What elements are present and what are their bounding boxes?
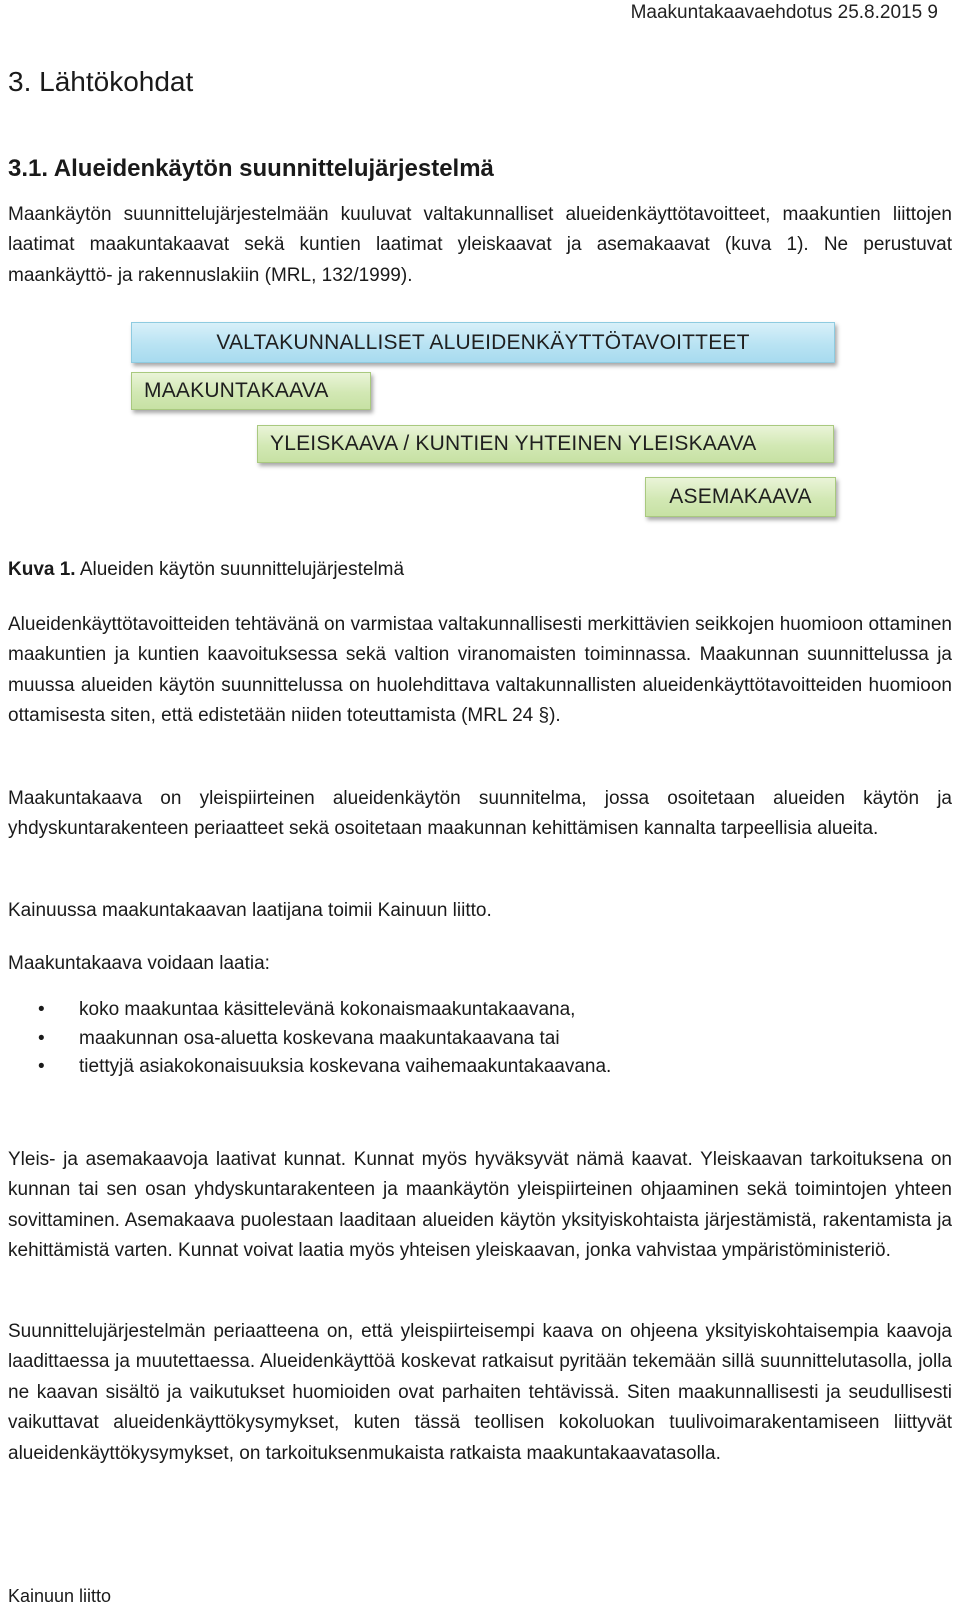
box-master-plan: YLEISKAAVA / KUNTIEN YHTEINEN YLEISKAAVA	[257, 425, 834, 463]
bullet-icon: •	[38, 999, 45, 1020]
subsection-title: 3.1. Alueidenkäytön suunnittelujärjestelmä	[8, 155, 494, 182]
paragraph-municipal-plans: Yleis- ja asemakaavoja laativat kunnat. Kunnat myös hyväksyvät nämä kaavat. Yleiskaavan tarkoituksena on kunnan tai sen osan yhdyskuntarakenteen ja maankäytön yleispiirteinen ohjaaminen sekä toimintojen yhteen sovittaminen. Asemakaava puolestaan laaditaan alueiden käytön yksityiskohtaista järjestämistä, rakentamista ja kehittämistä varten. Kunnat voivat laatia myös yhteisen yleiskaavan, jonka vahvistaa ympäristöministeriö.	[8, 1149, 952, 1262]
figure-caption	[8, 555, 404, 585]
paragraph-hierarchy: Suunnittelujärjestelmän periaatteena on, että yleispiirteisempi kaava on ohjeena yksityiskohtaisempia kaavoja laadittaessa ja muutettaessa. Alueidenkäyttöä koskevat ratkaisut pyritään tekemään sillä suunnittelutasolla, jolla ne kaavan sisältö ja vaikutukset huomioiden ovat parhaiten tehtävissä. Siten maakunnallisesti ja seudullisesti vaikuttavat alueidenkäyttökysymykset, kuten tässä teollisen kokoluokan tuulivoimarakentamiseen liittyvät alueidenkäyttökysymykset, on tarkoituksenmukaista ratkaista maakuntakaavatasolla.	[8, 1321, 952, 1464]
bullet-icon: •	[38, 1027, 45, 1049]
caption-text: Alueiden käytön suunnittelujärjestelmä	[75, 559, 405, 580]
list-item-text: tiettyjä asiakokonaisuuksia koskevana vaihemaakuntakaavana.	[79, 1056, 612, 1078]
paragraph-kainuu: Kainuussa maakuntakaavan laatijana toimii Kainuun liitto.	[8, 900, 492, 921]
list-item-text: maakunnan osa-aluetta koskevana maakuntakaavana tai	[79, 1027, 560, 1049]
section-title: 3. Lähtökohdat	[8, 66, 194, 97]
caption-label: Kuva 1.	[8, 559, 76, 580]
bullet-list	[8, 996, 611, 1082]
page-footer: Kainuun liitto	[8, 1586, 112, 1606]
list-item	[8, 996, 611, 1025]
paragraph-regional-plan: Maakuntakaava on yleispiirteinen alueidenkäytön suunnitelma, jossa osoitetaan alueiden käytön ja yhdyskuntarakenteen periaatteet sekä osoitetaan maakunnan kehittämisen kannalta tarpeellisia alueita.	[8, 788, 952, 840]
list-item	[8, 1053, 611, 1082]
list-item	[8, 1025, 611, 1054]
paragraph-goals: Alueidenkäyttötavoitteiden tehtävänä on varmistaa valtakunnallisesti merkittävien seikkojen huomioon ottaminen maakuntien ja kuntien kaavoituksessa sekä valtion viranomaisten toiminnassa. Maakunnan suunnittelussa ja muussa alueiden käytön suunnittelussa on huolehdittava valtakunnallisten alueidenkäyttötavoitteiden huomioon ottamisesta siten, että edistetään niiden toteuttamista (MRL 24 §).	[8, 614, 952, 727]
box-detailed-plan: ASEMAKAAVA	[645, 477, 836, 517]
paragraph-list-intro: Maakuntakaava voidaan laatia:	[8, 953, 270, 974]
box-regional-plan: MAAKUNTAKAAVA	[131, 372, 371, 410]
list-item-text: koko maakuntaa käsittelevänä kokonaismaakuntakaavana,	[79, 999, 576, 1020]
box-national-goals: VALTAKUNNALLISET ALUEIDENKÄYTTÖTAVOITTEET	[131, 322, 835, 363]
bullet-icon: •	[38, 1056, 45, 1078]
intro-paragraph: Maankäytön suunnittelujärjestelmään kuuluvat valtakunnalliset alueidenkäyttötavoitteet, maakuntien liittojen laatimat maakuntakaavat sekä kuntien laatimat yleiskaavat ja asemakaavat (kuva 1). Ne perustuvat maankäyttö- ja rakennuslakiin (MRL, 132/1999).	[8, 204, 952, 286]
page-header: Maakuntakaavaehdotus 25.8.2015 9	[630, 2, 938, 23]
